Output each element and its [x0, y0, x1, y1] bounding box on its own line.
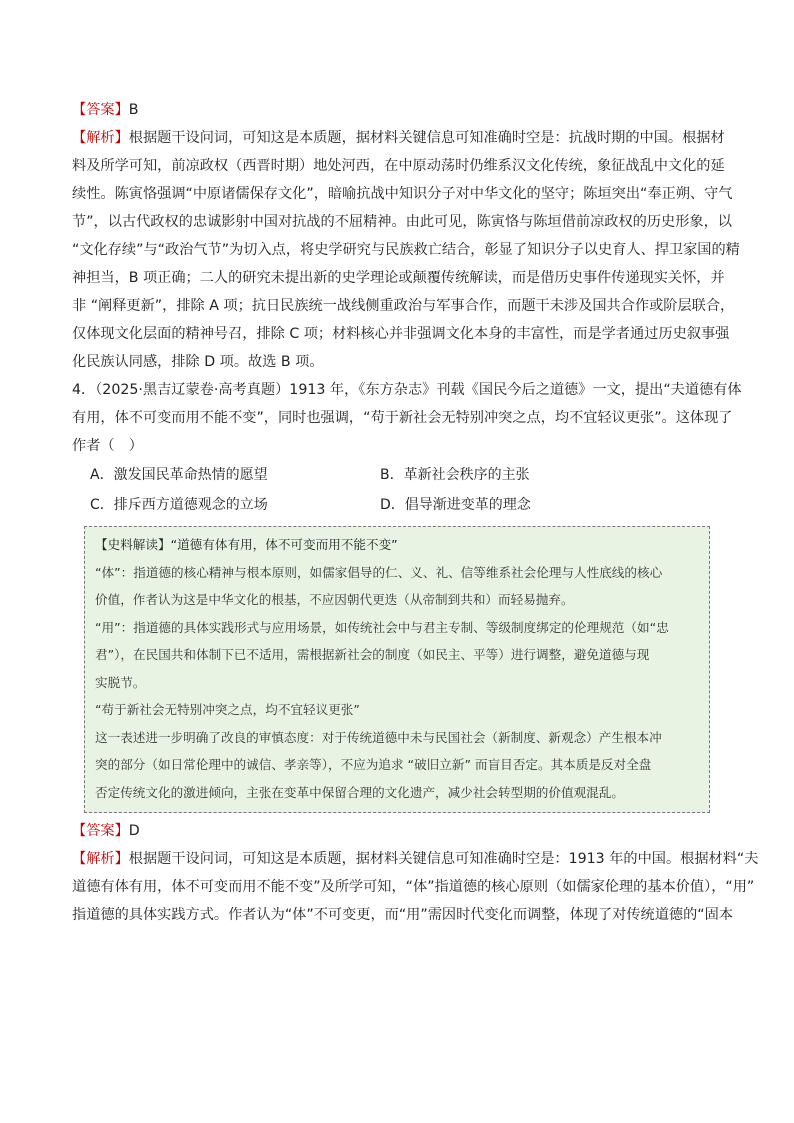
analysis-block: [72, 845, 759, 929]
analysis-line: 非 “阐释更新”，排除 A 项；抗日民族统一战线侧重政治与军事合作，而题干未涉及国共合作或阶层联合，: [72, 298, 735, 314]
analysis-line: 【解析】根据题干设问词，可知这是本质题，据材料关键信息可知准确时空是：1913 年的中国。根据材料“夫: [72, 851, 759, 867]
interpretation-line: “体”：指道德的核心精神与根本原则，如儒家倡导的仁、义、礼、信等维系社会伦理与人性底线的核心: [95, 564, 663, 580]
interpretation-line: 君”），在民国共和体制下已不适用，需根据新社会的制度（如民主、平等）进行调整，避免道德与现: [95, 647, 650, 662]
answer-value: B: [128, 102, 139, 118]
question-stem-line: 作者（ ）: [72, 438, 143, 454]
interpretation-line: 价值，作者认为这是中华文化的根基，不应因朝代更迭（从帝制到共和）而轻易抛弃。: [95, 592, 574, 607]
answer-tag: 【答案】: [72, 102, 129, 118]
analysis-tag: 【解析】: [72, 130, 129, 146]
analysis-line: 续性。陈寅恪强调“中原诸儒保存文化”，暗喻抗战中知识分子对中华文化的坚守；陈垣突出“奉正朔、守气: [72, 186, 733, 202]
interpretation-heading: 【史料解读】“道德有体有用，体不可变而用不能不变”: [95, 537, 398, 552]
interpretation-line: 实脱节。: [95, 674, 146, 690]
analysis-line: 节”，以古代政权的忠诚影射中国对抗战的不屈精神。由此可见，陈寅恪与陈垣借前凉政权的历史形象，以: [72, 214, 732, 230]
analysis-block: [72, 124, 740, 376]
option-a[interactable]: A．激发国民革命热情的愿望: [90, 467, 268, 483]
option-d[interactable]: D．倡导渐进变革的理念: [380, 497, 531, 513]
answer-tag: 【答案】: [72, 823, 129, 839]
document-page: [72, 96, 759, 929]
interpretation-line: “用”：指道德的具体实践形式与应用场景，如传统社会中与君主专制、等级制度绑定的伦理规范（如“忠: [95, 619, 669, 635]
analysis-line: 料及所学可知，前凉政权（西晋时期）地处河西，在中原动荡时仍维系汉文化传统，象征战乱中文化的延: [72, 158, 725, 174]
interpretation-line: 突的部分（如日常伦理中的诚信、孝亲等），不应为追求 “破旧立新” 而盲目否定。其本质是反对全盘: [95, 757, 652, 772]
question-stem-line: 有用，体不可变而用不能不变”，同时也强调，“苟于新社会无特别冲突之点，均不宜轻议更张”。这体现了: [72, 410, 733, 426]
analysis-tag: 【解析】: [72, 851, 129, 867]
interpretation-line: 否定传统文化的激进倾向，主张在变革中保留合理的文化遗产，减少社会转型期的价值观混乱。: [95, 784, 624, 800]
question-block: [72, 376, 742, 520]
interpretation-subheading: “苟于新社会无特别冲突之点，均不宜轻议更张”: [95, 702, 360, 717]
answer-line: [72, 817, 732, 845]
options-row: [90, 490, 732, 520]
answer-line: [72, 96, 732, 124]
analysis-line: 指道德的具体实践方式。作者认为“体”不可变更，而“用”需因时代变化而调整，体现了对传统道德的“固本: [72, 907, 734, 923]
answer-value: D: [128, 823, 140, 839]
interpretation-line: 这一表述进一步明确了改良的审慎态度：对于传统道德中未与民国社会（新制度、新观念）产生根本冲: [95, 729, 662, 745]
analysis-line: 【解析】根据题干设问词，可知这是本质题，据材料关键信息可知准确时空是：抗战时期的中国。根据材: [72, 130, 725, 146]
options-row: [90, 460, 732, 490]
analysis-line: 化民族认同感，排除 D 项。故选 B 项。: [72, 354, 324, 370]
option-c[interactable]: C．排斥西方道德观念的立场: [90, 497, 268, 513]
analysis-line: 仅体现文化层面的精神号召，排除 C 项；材料核心并非强调文化本身的丰富性，而是学者通过历史叙事强: [72, 326, 730, 342]
option-b[interactable]: B．革新社会秩序的主张: [380, 467, 530, 483]
question-stem-line: 4．（2025·黑吉辽蒙卷·高考真题）1913 年，《东方杂志》刊载《国民今后之道德》一文，提出“夫道德有体: [72, 382, 742, 398]
analysis-line: “文化存续”与“政治气节”为切入点，将史学研究与民族救亡结合，彰显了知识分子以史育人、捍卫家国的精: [72, 242, 740, 258]
source-interpretation-box: [84, 526, 710, 813]
analysis-line: 道德有体有用，体不可变而用不能不变”及所学可知，“体”指道德的核心原则（如儒家伦理的基本价值），“用”: [72, 879, 755, 895]
analysis-line: 神担当，B 项正确；二人的研究未提出新的史学理论或颠覆传统解读，而是借历史事件传递现实关怀，并: [72, 270, 725, 286]
